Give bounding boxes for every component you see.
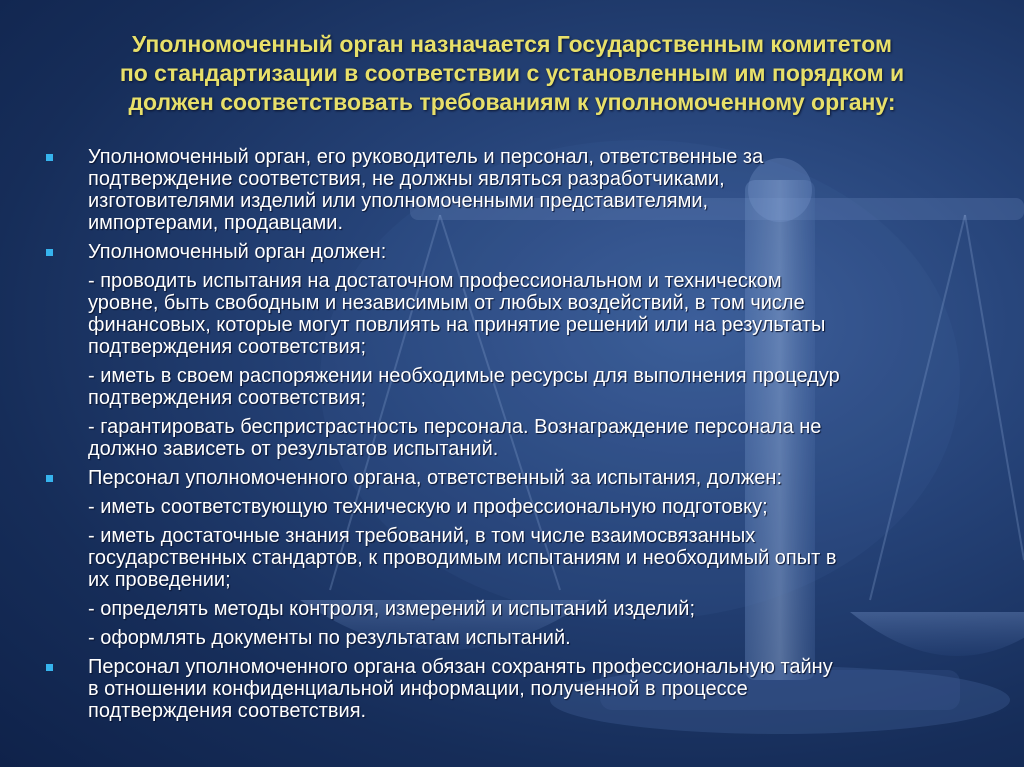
bullet-square-icon bbox=[46, 664, 53, 671]
text-line: изготовителями изделий или уполномоченными представителями, bbox=[88, 190, 709, 212]
bullet-item bbox=[44, 656, 1004, 722]
text-line: - проводить испытания на достаточном профессиональном и техническом bbox=[88, 270, 782, 292]
text-line: - иметь соответствующую техническую и профессиональную подготовку; bbox=[88, 496, 768, 518]
sub-item bbox=[44, 365, 1004, 409]
sub-item bbox=[44, 416, 1004, 460]
text-line: Уполномоченный орган, его руководитель и персонал, ответственные за bbox=[88, 146, 764, 168]
slide-title bbox=[40, 30, 984, 117]
title-line: должен соответствовать требованиям к уполномоченному органу: bbox=[128, 89, 896, 115]
text-line: импортерами, продавцами. bbox=[88, 212, 344, 234]
content-list bbox=[44, 146, 1004, 729]
title-line: Уполномоченный орган назначается Государственным комитетом bbox=[132, 31, 892, 57]
sub-item bbox=[44, 598, 1004, 620]
text-line: должно зависеть от результатов испытаний. bbox=[88, 438, 499, 460]
text-line: уровне, быть свободным и независимым от любых воздействий, в том числе bbox=[88, 292, 805, 314]
bullet-item bbox=[44, 241, 1004, 263]
text-line: их проведении; bbox=[88, 569, 231, 591]
text-line: Персонал уполномоченного органа обязан сохранять профессиональную тайну bbox=[88, 656, 833, 678]
text-line: подтверждения соответствия; bbox=[88, 336, 367, 358]
sub-item bbox=[44, 270, 1004, 358]
sub-item bbox=[44, 627, 1004, 649]
bullet-square-icon bbox=[46, 154, 53, 161]
text-line: в отношении конфиденциальной информации, полученной в процессе bbox=[88, 678, 748, 700]
text-line: Уполномоченный орган должен: bbox=[88, 241, 387, 263]
text-line: - оформлять документы по результатам испытаний. bbox=[88, 627, 571, 649]
text-line: - определять методы контроля, измерений и испытаний изделий; bbox=[88, 598, 696, 620]
bullet-square-icon bbox=[46, 475, 53, 482]
bullet-square-icon bbox=[46, 249, 53, 256]
sub-item bbox=[44, 496, 1004, 518]
text-line: финансовых, которые могут повлиять на принятие решений или на результаты bbox=[88, 314, 826, 336]
text-line: - иметь в своем распоряжении необходимые ресурсы для выполнения процедур bbox=[88, 365, 840, 387]
bullet-item bbox=[44, 146, 1004, 234]
text-line: подтверждение соответствия, не должны являться разработчиками, bbox=[88, 168, 725, 190]
text-line: - иметь достаточные знания требований, в том числе взаимосвязанных bbox=[88, 525, 756, 547]
title-line: по стандартизации в соответствии с установленным им порядком и bbox=[119, 60, 905, 86]
text-line: подтверждения соответствия; bbox=[88, 387, 367, 409]
sub-item bbox=[44, 525, 1004, 591]
text-line: - гарантировать беспристрастность персонала. Вознаграждение персонала не bbox=[88, 416, 822, 438]
text-line: Персонал уполномоченного органа, ответственный за испытания, должен: bbox=[88, 467, 783, 489]
text-line: подтверждения соответствия. bbox=[88, 700, 367, 722]
bullet-item bbox=[44, 467, 1004, 489]
text-line: государственных стандартов, к проводимым испытаниям и необходимый опыт в bbox=[88, 547, 837, 569]
